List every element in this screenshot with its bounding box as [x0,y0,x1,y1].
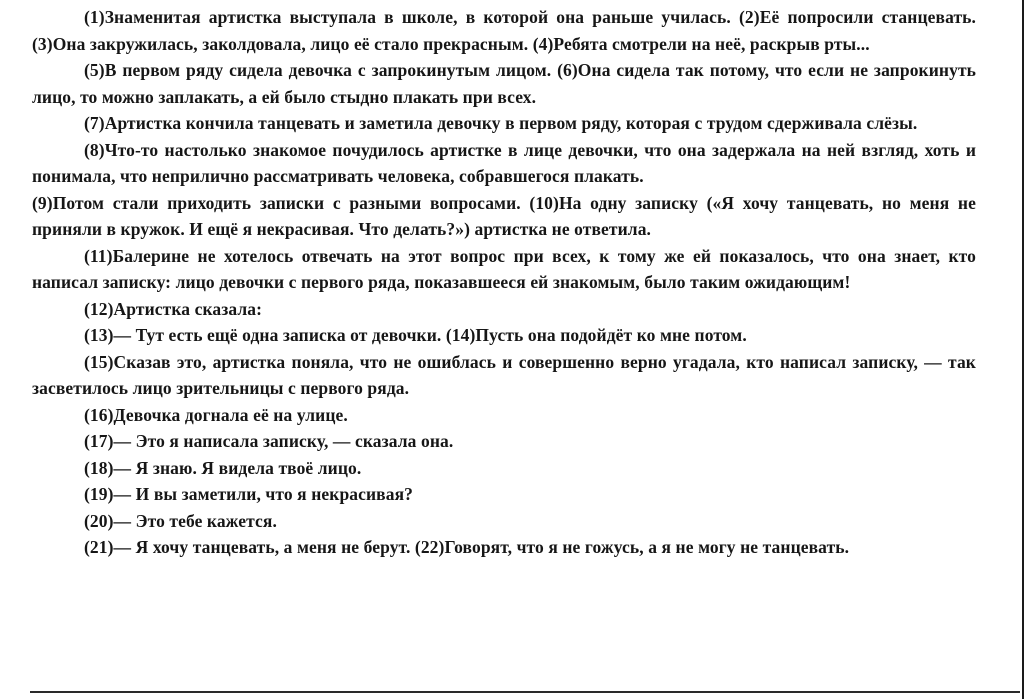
paragraph-5: (9)Потом стали приходить записки с разными вопросами. (10)На одну записку («Я хочу танцевать, но меня не приняли в кружок. И ещё я некрасивая. Что делать?») артистка не ответила. [32,192,976,239]
paragraph-15: (21)— Я хочу танцевать, а меня не берут. (22)Говорят, что я не гожусь, а я не могу не танцевать. [84,537,850,557]
bottom-divider [30,691,1020,693]
paragraph-7: (12)Артистка сказала: [84,298,263,319]
paragraph-12: (18)— Я знаю. Я видела твоё лицо. [84,457,362,478]
paragraph-2: (5)В первом ряду сидела девочка с запрокинутым лицом. (6)Она сидела так потому, что если не запрокинуть лицо, то можно заплакать, а ей было стыдно плакать при всех. [32,60,976,107]
paragraph-4: (8)Что-то настолько знакомое почудилось артистке в лице девочки, что она задержала на ней взгляд, хоть и понимала, что неприлично рассматривать человека, собравшегося плакать. [32,139,976,186]
paragraph-1: (1)Знаменитая артистка выступала в школе, в которой она раньше училась. (2)Её попросили станцевать. (3)Она закружилась, заколдовала, лицо её стало прекрасным. (4)Ребята смотрели на неё, раскрыв рты... [32,7,976,54]
paragraph-3: (7)Артистка кончила танцевать и заметила девочку в первом ряду, которая с трудом сдерживала слёзы. [84,113,918,133]
paragraph-14: (20)— Это тебе кажется. [84,510,277,531]
story-text [32,4,976,561]
paragraph-11: (17)— Это я написала записку, — сказала она. [84,431,454,451]
paragraph-10: (16)Девочка догнала её на улице. [84,404,348,425]
paragraph-8: (13)— Тут есть ещё одна записка от девочки. (14)Пусть она подойдёт ко мне потом. [84,325,747,345]
paragraph-9: (15)Сказав это, артистка поняла, что не ошиблась и совершенно верно угадала, кто написал записку, — так засветилось лицо зрительницы с первого ряда. [32,351,976,398]
paragraph-6: (11)Балерине не хотелось отвечать на этот вопрос при всех, к тому же ей показалось, что она знает, кто написал записку: лицо девочки с первого ряда, показавшееся ей знакомым, было таким ожидающим! [32,245,976,292]
paragraph-13: (19)— И вы заметили, что я некрасивая? [84,484,413,504]
